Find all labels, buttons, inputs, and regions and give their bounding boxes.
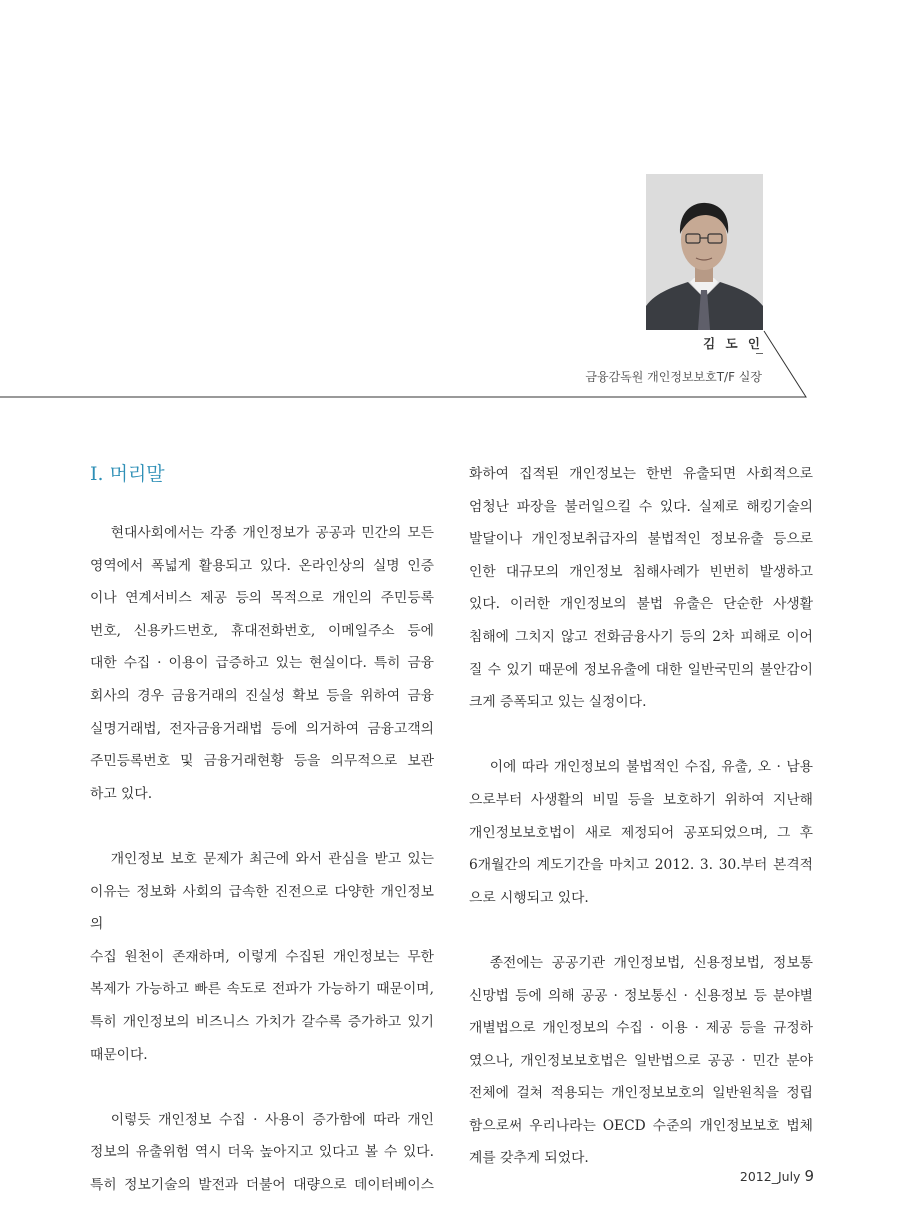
issue-label: 2012_July: [739, 1169, 801, 1184]
body-line: 계를 갖추게 되었다.: [469, 1150, 589, 1167]
body-line: 실명거래법, 전자금융거래법 등에 의거하여 금융고객의: [90, 720, 434, 737]
body-line: 하고 있다.: [90, 785, 153, 802]
body-line: 수집 원천이 존재하며, 이렇게 수집된 개인정보는 무한: [90, 948, 434, 965]
body-line: 함으로써 우리나라는 OECD 수준의 개인정보보호 법체: [469, 1117, 813, 1134]
body-line: 이나 연계서비스 제공 등의 목적으로 개인의 주민등록: [90, 590, 434, 607]
body-line: 화하여 집적된 개인정보는 한번 유출되면 사회적으로: [469, 466, 813, 482]
body-line: 인한 대규모의 개인정보 침해사례가 빈번히 발생하고: [469, 563, 813, 580]
section-heading: Ⅰ. 머리말: [90, 463, 165, 485]
body-line: 크게 증폭되고 있는 실정이다.: [469, 694, 647, 711]
body-line: 침해에 그치지 않고 전화금융사기 등의 2차 피해로 이어: [469, 628, 813, 645]
body-line: 정보의 유출위험 역시 더욱 높아지고 있다고 볼 수 있다.: [90, 1144, 434, 1161]
body-line: 질 수 있기 때문에 정보유출에 대한 일반국민의 불안감이: [469, 661, 813, 678]
page-number: 9: [804, 1167, 814, 1185]
body-line: 대한 수집 · 이용이 급증하고 있는 현실이다. 특히 금융: [90, 655, 434, 672]
author-name: 김 도 인: [703, 336, 763, 351]
author-dash: [756, 353, 763, 354]
body-line: 주민등록번호 및 금융거래현황 등을 의무적으로 보관: [90, 753, 434, 770]
body-line: 있다. 이러한 개인정보의 불법 유출은 단순한 사생활: [469, 596, 813, 613]
author-title: 금융감독원 개인정보보호T/F 실장: [585, 370, 762, 384]
body-line: 영역에서 폭넓게 활용되고 있다. 온라인상의 실명 인증: [90, 557, 434, 574]
body-line: 종전에는 공공기관 개인정보법, 신용정보법, 정보통: [489, 954, 813, 971]
body-line: 신망법 등에 의해 공공 · 정보통신 · 신용정보 등 분야별: [469, 987, 813, 1004]
body-line: 이렇듯 개인정보 수집 · 사용이 증가함에 따라 개인: [110, 1111, 434, 1128]
left-column: [90, 517, 434, 1201]
body-line: 개별법으로 개인정보의 수집 · 이용 · 제공 등을 규정하: [469, 1020, 813, 1037]
body-line: 이에 따라 개인정보의 불법적인 수집, 유출, 오 · 남용: [489, 759, 813, 776]
author-photo: [646, 174, 763, 330]
header-rule-line: [0, 0, 900, 420]
body-line: 6개월간의 계도기간을 마치고 2012. 3. 30.부터 본격적: [469, 857, 813, 874]
page-footer: [740, 1167, 814, 1185]
body-line: 개인정보보호법이 새로 제정되어 공포되었으며, 그 후: [469, 824, 813, 841]
body-line: 번호, 신용카드번호, 휴대전화번호, 이메일주소 등에: [90, 622, 434, 639]
body-line: 으로부터 사생활의 비밀 등을 보호하기 위하여 지난해: [469, 791, 813, 808]
body-line: 전체에 걸쳐 적용되는 개인정보보호의 일반원칙을 정립: [469, 1085, 813, 1102]
body-line: 이유는 정보화 사회의 급속한 진전으로 다양한 개인정보의: [90, 883, 434, 933]
body-line: 엄청난 파장을 불러일으킬 수 있다. 실제로 해킹기술의: [469, 498, 813, 515]
body-line: 였으나, 개인정보보호법은 일반법으로 공공 · 민간 분야: [469, 1052, 813, 1069]
right-column: [469, 458, 813, 1175]
body-line: 복제가 가능하고 빠른 속도로 전파가 가능하기 때문이며,: [90, 981, 434, 998]
body-line: 개인정보 보호 문제가 최근에 와서 관심을 받고 있는: [110, 850, 434, 867]
body-line: 때문이다.: [90, 1046, 148, 1063]
body-line: 으로 시행되고 있다.: [469, 889, 589, 906]
body-line: 특히 개인정보의 비즈니스 가치가 갈수록 증가하고 있기: [90, 1013, 434, 1030]
body-line: 특히 정보기술의 발전과 더불어 대량으로 데이터베이스: [90, 1176, 434, 1193]
body-line: 발달이나 개인정보취급자의 불법적인 정보유출 등으로: [469, 531, 813, 548]
body-line: 현대사회에서는 각종 개인정보가 공공과 민간의 모든: [110, 525, 434, 541]
body-line: 회사의 경우 금융거래의 진실성 확보 등을 위하여 금융: [90, 687, 434, 704]
